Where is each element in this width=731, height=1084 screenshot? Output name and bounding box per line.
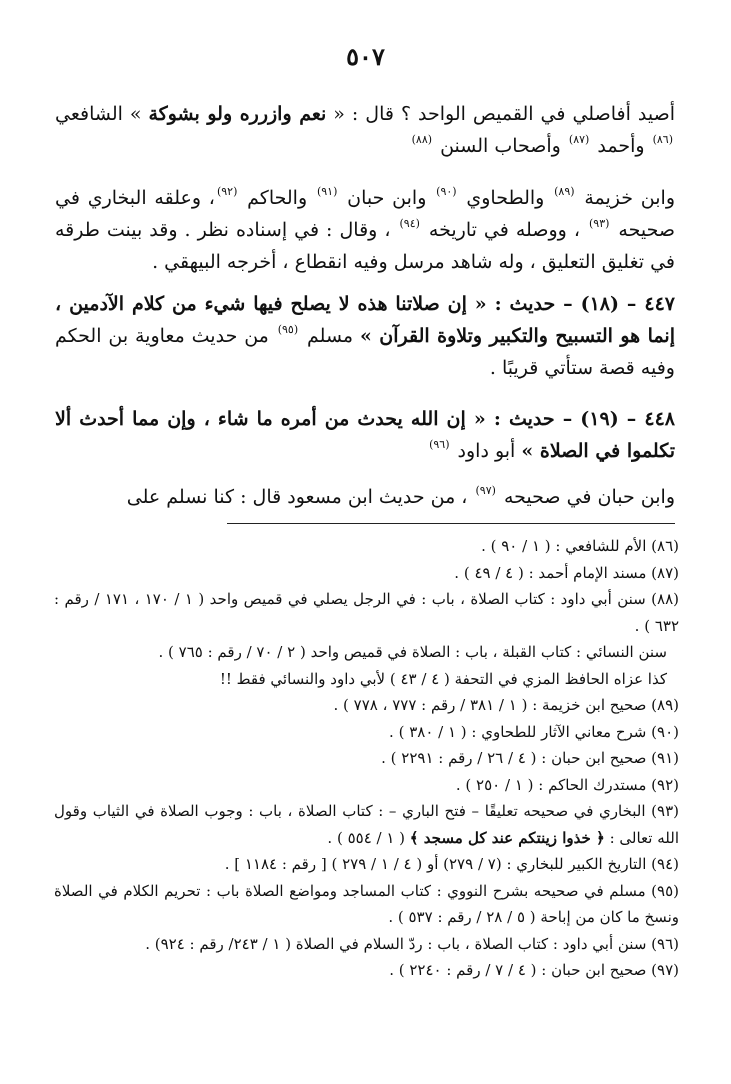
quran-verse: ﴿ خذوا زينتكم عند كل مسجد ﴾ xyxy=(409,828,605,847)
paragraph-text xyxy=(55,481,675,513)
text: والطحاوي xyxy=(458,187,553,209)
paragraph-text xyxy=(55,98,675,162)
footnote-93 xyxy=(54,798,679,851)
footnote-divider xyxy=(227,523,675,524)
footnote-92: (٩٢) مستدرك الحاكم : ( ١ / ٢٥٠ ) . xyxy=(455,775,679,794)
hadith-heading: ٤٤٧ – (١٨) – حديث : « إن صلاتنا هذه لا يصلح فيها شيء من كلام الآدمين ، إنما هو التسبيح والتكبير وتلاوة القرآن » xyxy=(55,293,675,347)
paragraph-text xyxy=(55,403,675,467)
text: (٩٣) البخاري في صحيحه تعليقًا – فتح الباري – : كتاب الصلاة ، باب : وجوب الصلاة في الثياب وقول الله تعالى : xyxy=(54,802,679,847)
footnote-97: (٩٧) صحيح ابن حبان : ( ٤ / ٧ / رقم : ٢٢٤٠ ) . xyxy=(389,961,679,979)
text: وابن حبان في صحيحه xyxy=(497,486,675,508)
footnote-marker[interactable]: (٨٨) xyxy=(411,133,433,146)
footnote-94: (٩٤) التاريخ الكبير للبخاري : (٧ / ٢٧٩) أو ( ٤ / ١ / ٢٧٩ ) [ رقم : ١١٨٤ ] . xyxy=(224,855,679,873)
text: ، وقال : في إسناده نظر . وقد بينت طرقه في تغليق التعليق ، وله شاهد مرسل وفيه انقطاع ، أخرجه البيهقي . xyxy=(55,219,675,273)
text: وأصحاب السنن xyxy=(434,135,567,157)
text: وابن خزيمة xyxy=(576,187,676,209)
text: من حديث معاوية بن الحكم وفيه قصة ستأتي قريبًا . xyxy=(55,325,675,379)
paragraph-shirt-hadith xyxy=(55,98,675,162)
footnote-marker[interactable]: (٩٤) xyxy=(399,217,420,230)
footnote-90: (٩٠) شرح معاني الآثار للطحاوي : ( ١ / ٣٨٠ ) . xyxy=(389,722,679,741)
text: » الشافعي xyxy=(55,103,149,125)
text: ، وعلقه البخاري في صحيحه xyxy=(55,187,676,241)
footnote-87: (٨٧) مسند الإمام أحمد : ( ٤ / ٤٩ ) . xyxy=(454,563,679,582)
footnote-marker[interactable]: (٩٢) xyxy=(216,185,238,198)
paragraph-text xyxy=(55,182,675,278)
footnote-marker[interactable]: (٨٧) xyxy=(568,133,590,146)
hadith-447 xyxy=(55,288,675,384)
footnote-marker[interactable]: (٩٦) xyxy=(429,438,450,451)
text: وابن حبان xyxy=(339,187,435,209)
text: والحاكم xyxy=(239,187,315,209)
footnote-marker[interactable]: (٩٧) xyxy=(475,484,496,497)
footnote-88: (٨٨) سنن أبي داود : كتاب الصلاة ، باب : في الرجل يصلي في قميص واحد ( ١ / ١٧٠ ، ١٧١ / رقم : ٦٣٢ ) . xyxy=(54,590,679,635)
footnotes xyxy=(54,533,679,984)
footnote-marker[interactable]: (٩١) xyxy=(316,185,338,198)
paragraph-narrators xyxy=(55,182,675,278)
footnote-marker[interactable]: (٩٣) xyxy=(588,217,610,230)
footnote-88-nasai: سنن النسائي : كتاب القبلة ، باب : الصلاة في قميص واحد ( ٢ / ٧٠ / رقم : ٧٦٥ ) . xyxy=(158,643,667,661)
footnote-95: (٩٥) مسلم في صحيحه بشرح النووي : كتاب المساجد ومواضع الصلاة باب : تحريم الكلام في الصلاة ونسخ ما كان من إباحة ( ٥ / ٢٨ / رقم : ٥٣٧ ) . xyxy=(54,881,679,926)
text: أبو داود xyxy=(451,440,522,462)
text: وأحمد xyxy=(591,135,651,157)
footnote-86: (٨٦) الأم للشافعي : ( ١ / ٩٠ ) . xyxy=(481,537,679,555)
footnote-96: (٩٦) سنن أبي داود : كتاب الصلاة ، باب : ردّ السلام في الصلاة ( ١ / ٢٤٣/ رقم : ٩٢٤) . xyxy=(145,934,679,953)
hadith-448 xyxy=(55,403,675,467)
footnote-91: (٩١) صحيح ابن حبان : ( ٤ / ٢٦ / رقم : ٢٢٩١ ) . xyxy=(381,749,679,767)
hadith-quote: نعم وازرره ولو بشوكة xyxy=(148,103,327,125)
text: أصيد أفاصلي في القميص الواحد ؟ قال : « xyxy=(326,103,675,125)
footnote-marker[interactable]: (٩٥) xyxy=(277,323,299,336)
text: ، ووصله في تاريخه xyxy=(421,219,587,241)
page-number: ٥٠٧ xyxy=(346,42,385,71)
footnote-marker[interactable]: (٨٦) xyxy=(652,133,673,146)
text: ( ١ / ٥٥٤ ) . xyxy=(327,828,410,847)
text: مسلم xyxy=(300,325,360,347)
paragraph-text xyxy=(55,288,675,384)
footnote-marker[interactable]: (٩٠) xyxy=(436,185,457,198)
footnote-89: (٨٩) صحيح ابن خزيمة : ( ١ / ٣٨١ / رقم : ٧٧٧ ، ٧٧٨ ) . xyxy=(333,696,679,714)
footnote-88-remark: كذا عزاه الحافظ المزي في التحفة ( ٤ / ٤٣ ) لأبي داود والنسائي فقط !! xyxy=(219,669,667,688)
hadith-heading: ٤٤٨ – (١٩) – حديث : « إن الله يحدث من أمره ما شاء ، وإن مما أحدث ألا تكلموا في الصلاة » xyxy=(55,408,675,462)
footnote-marker[interactable]: (٨٩) xyxy=(554,185,575,198)
paragraph-ibn-hibban xyxy=(55,481,675,513)
text: ، من حديث ابن مسعود قال : كنا نسلم على xyxy=(126,486,474,508)
